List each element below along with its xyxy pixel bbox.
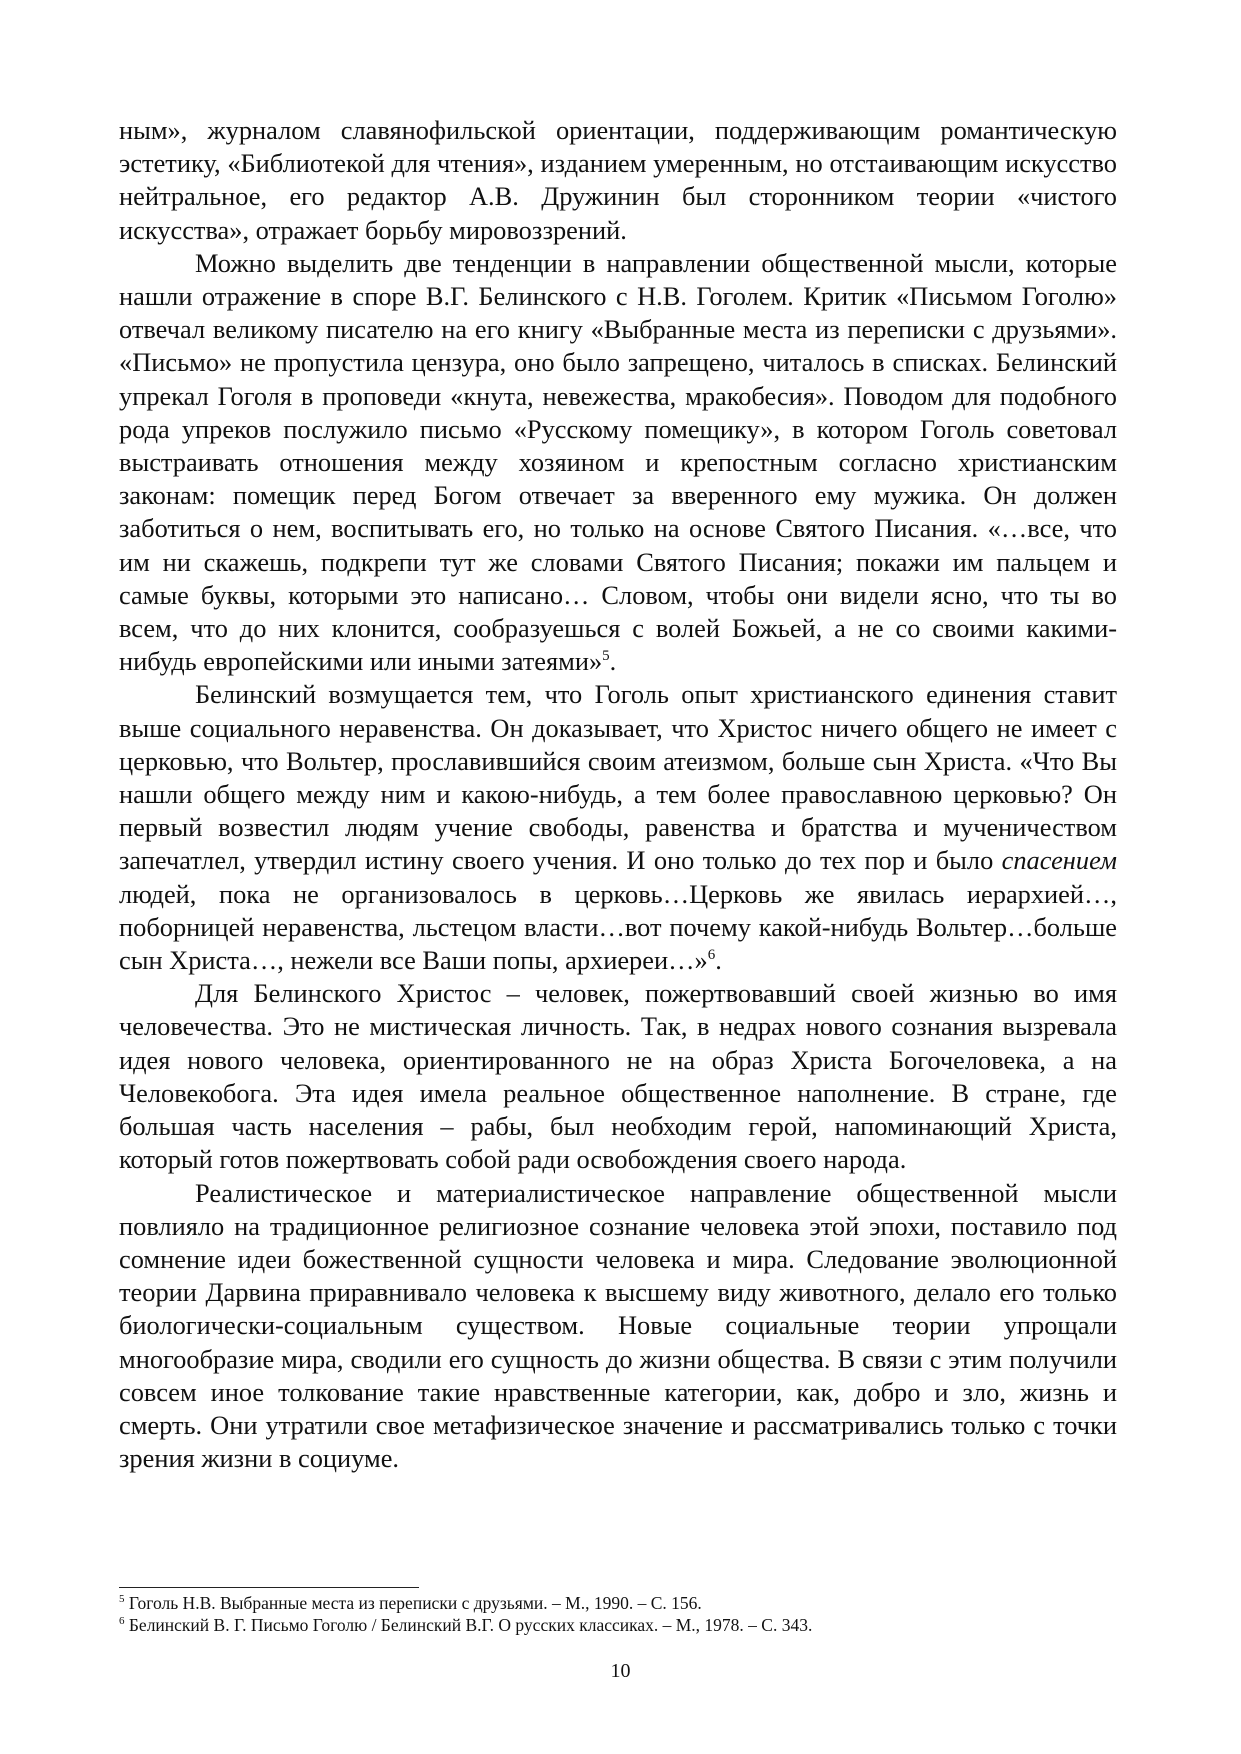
paragraph-text: людей, пока не организовалось в церковь…Церковь же явилась иерархией…, поборницей неравенства, льстецом власти…вот почему какой-нибудь Вольтер…больше сын Христа…, нежели все Ваши попы, архиереи…» (119, 878, 1117, 976)
page-number: 10 (610, 1660, 631, 1682)
paragraph-text: Реалистическое и материалистическое направление общественной мысли повлияло на традиционное религиозное сознание человека этой эпохи, поставило под сомнение идеи божественной сущности человека и мира. Следование эволюционной теории Дарвина приравнивало человека к высшему виду животного, делало его только биологически-социальным существом. Новые социальные теории упрощали многообразие мира, сводили его сущность до жизни общества. В связи с этим получили совсем иное толкование такие нравственные категории, как, добро и зло, жизнь и смерть. Они утратили свое метафизическое значение и рассматривались только с точки зрения жизни в социуме. (119, 1177, 1117, 1474)
paragraph (119, 247, 1117, 679)
document-page (119, 114, 1117, 1475)
footnote-reference: 5 (602, 648, 610, 665)
paragraph (119, 114, 1117, 247)
footnote-number: 6 (119, 1615, 125, 1628)
paragraph-text: . (715, 945, 722, 976)
paragraph-text: Для Белинского Христос – человек, пожертвовавший своей жизнью во имя человечества. Это не мистическая личность. Так, в недрах нового сознания вызревала идея нового человека, ориентированного не на образ Христа Богочеловека, а на Человекобога. Эта идея имела реальное общественное наполнение. В стране, где большая часть населения – рабы, был необходим герой, напоминающий Христа, который готов пожертвовать собой ради освобождения своего народа. (119, 978, 1117, 1175)
footnotes (119, 1592, 1117, 1636)
footnote (119, 1614, 1117, 1636)
paragraph-text: . (609, 646, 617, 677)
footnote-separator (119, 1587, 419, 1588)
footnote-reference: 6 (707, 947, 716, 964)
emphasis-text: спасением (1001, 845, 1117, 876)
footnote-number: 5 (119, 1593, 125, 1606)
footnote (119, 1592, 1117, 1614)
paragraph (119, 678, 1117, 977)
paragraph-text: Можно выделить две тенденции в направлении общественной мысли, которые нашли отражение в споре В.Г. Белинского с Н.В. Гоголем. Критик «Письмом Гоголю» отвечал великому писателю на его книгу «Выбранные места из переписки с друзьями». «Письмо» не пропустила цензура, оно было запрещено, читалось в списках. Белинский упрекал Гоголя в проповеди «кнута, невежества, мракобесия». Поводом для подобного рода упреков послужило письмо «Русскому помещику», в котором Гоголь советовал выстраивать отношения между хозяином и крепостным согласно христианским законам: помещик перед Богом отвечает за вверенного ему мужика. Он должен заботиться о нем, воспитывать его, но только на основе Святого Писания. «…все, что им ни скажешь, подкрепи тут же словами Святого Писания; покажи им пальцем и самые буквы, которыми это написано… Словом, чтобы они видели ясно, что ты во всем, что до них клонится, сообразуешься с волей Божьей, а не со своими какими-нибудь европейскими или иными затеями» (119, 247, 1117, 677)
paragraph (119, 1177, 1117, 1476)
body-text (119, 114, 1117, 1475)
footnote-text: Белинский В. Г. Письмо Гоголю / Белинский В.Г. О русских классиках. – М., 1978. – С. 343. (124, 1615, 813, 1635)
paragraph (119, 977, 1117, 1176)
paragraph-text: Белинский возмущается тем, что Гоголь опыт христианского единения ставит выше социального неравенства. Он доказывает, что Христос ничего общего не имеет с церковью, что Вольтер, прославившийся своим атеизмом, больше сын Христа. «Что Вы нашли общего между ним и какою-нибудь, а тем более православною церковью? Он первый возвестил людям учение свободы, равенства и братства и мученичеством запечатлел, утвердил истину своего учения. И оно только до тех пор и было (119, 679, 1117, 876)
paragraph-text: ным», журналом славянофильской ориентации, поддерживающим романтическую эстетику, «Библиотекой для чтения», изданием умеренным, но отстаивающим искусство нейтральное, его редактор А.В. Дружинин был сторонником теории «чистого искусства», отражает борьбу мировоззрений. (119, 115, 1117, 245)
footnote-text: Гоголь Н.В. Выбранные места из переписки с друзьями. – М., 1990. – С. 156. (124, 1593, 702, 1613)
